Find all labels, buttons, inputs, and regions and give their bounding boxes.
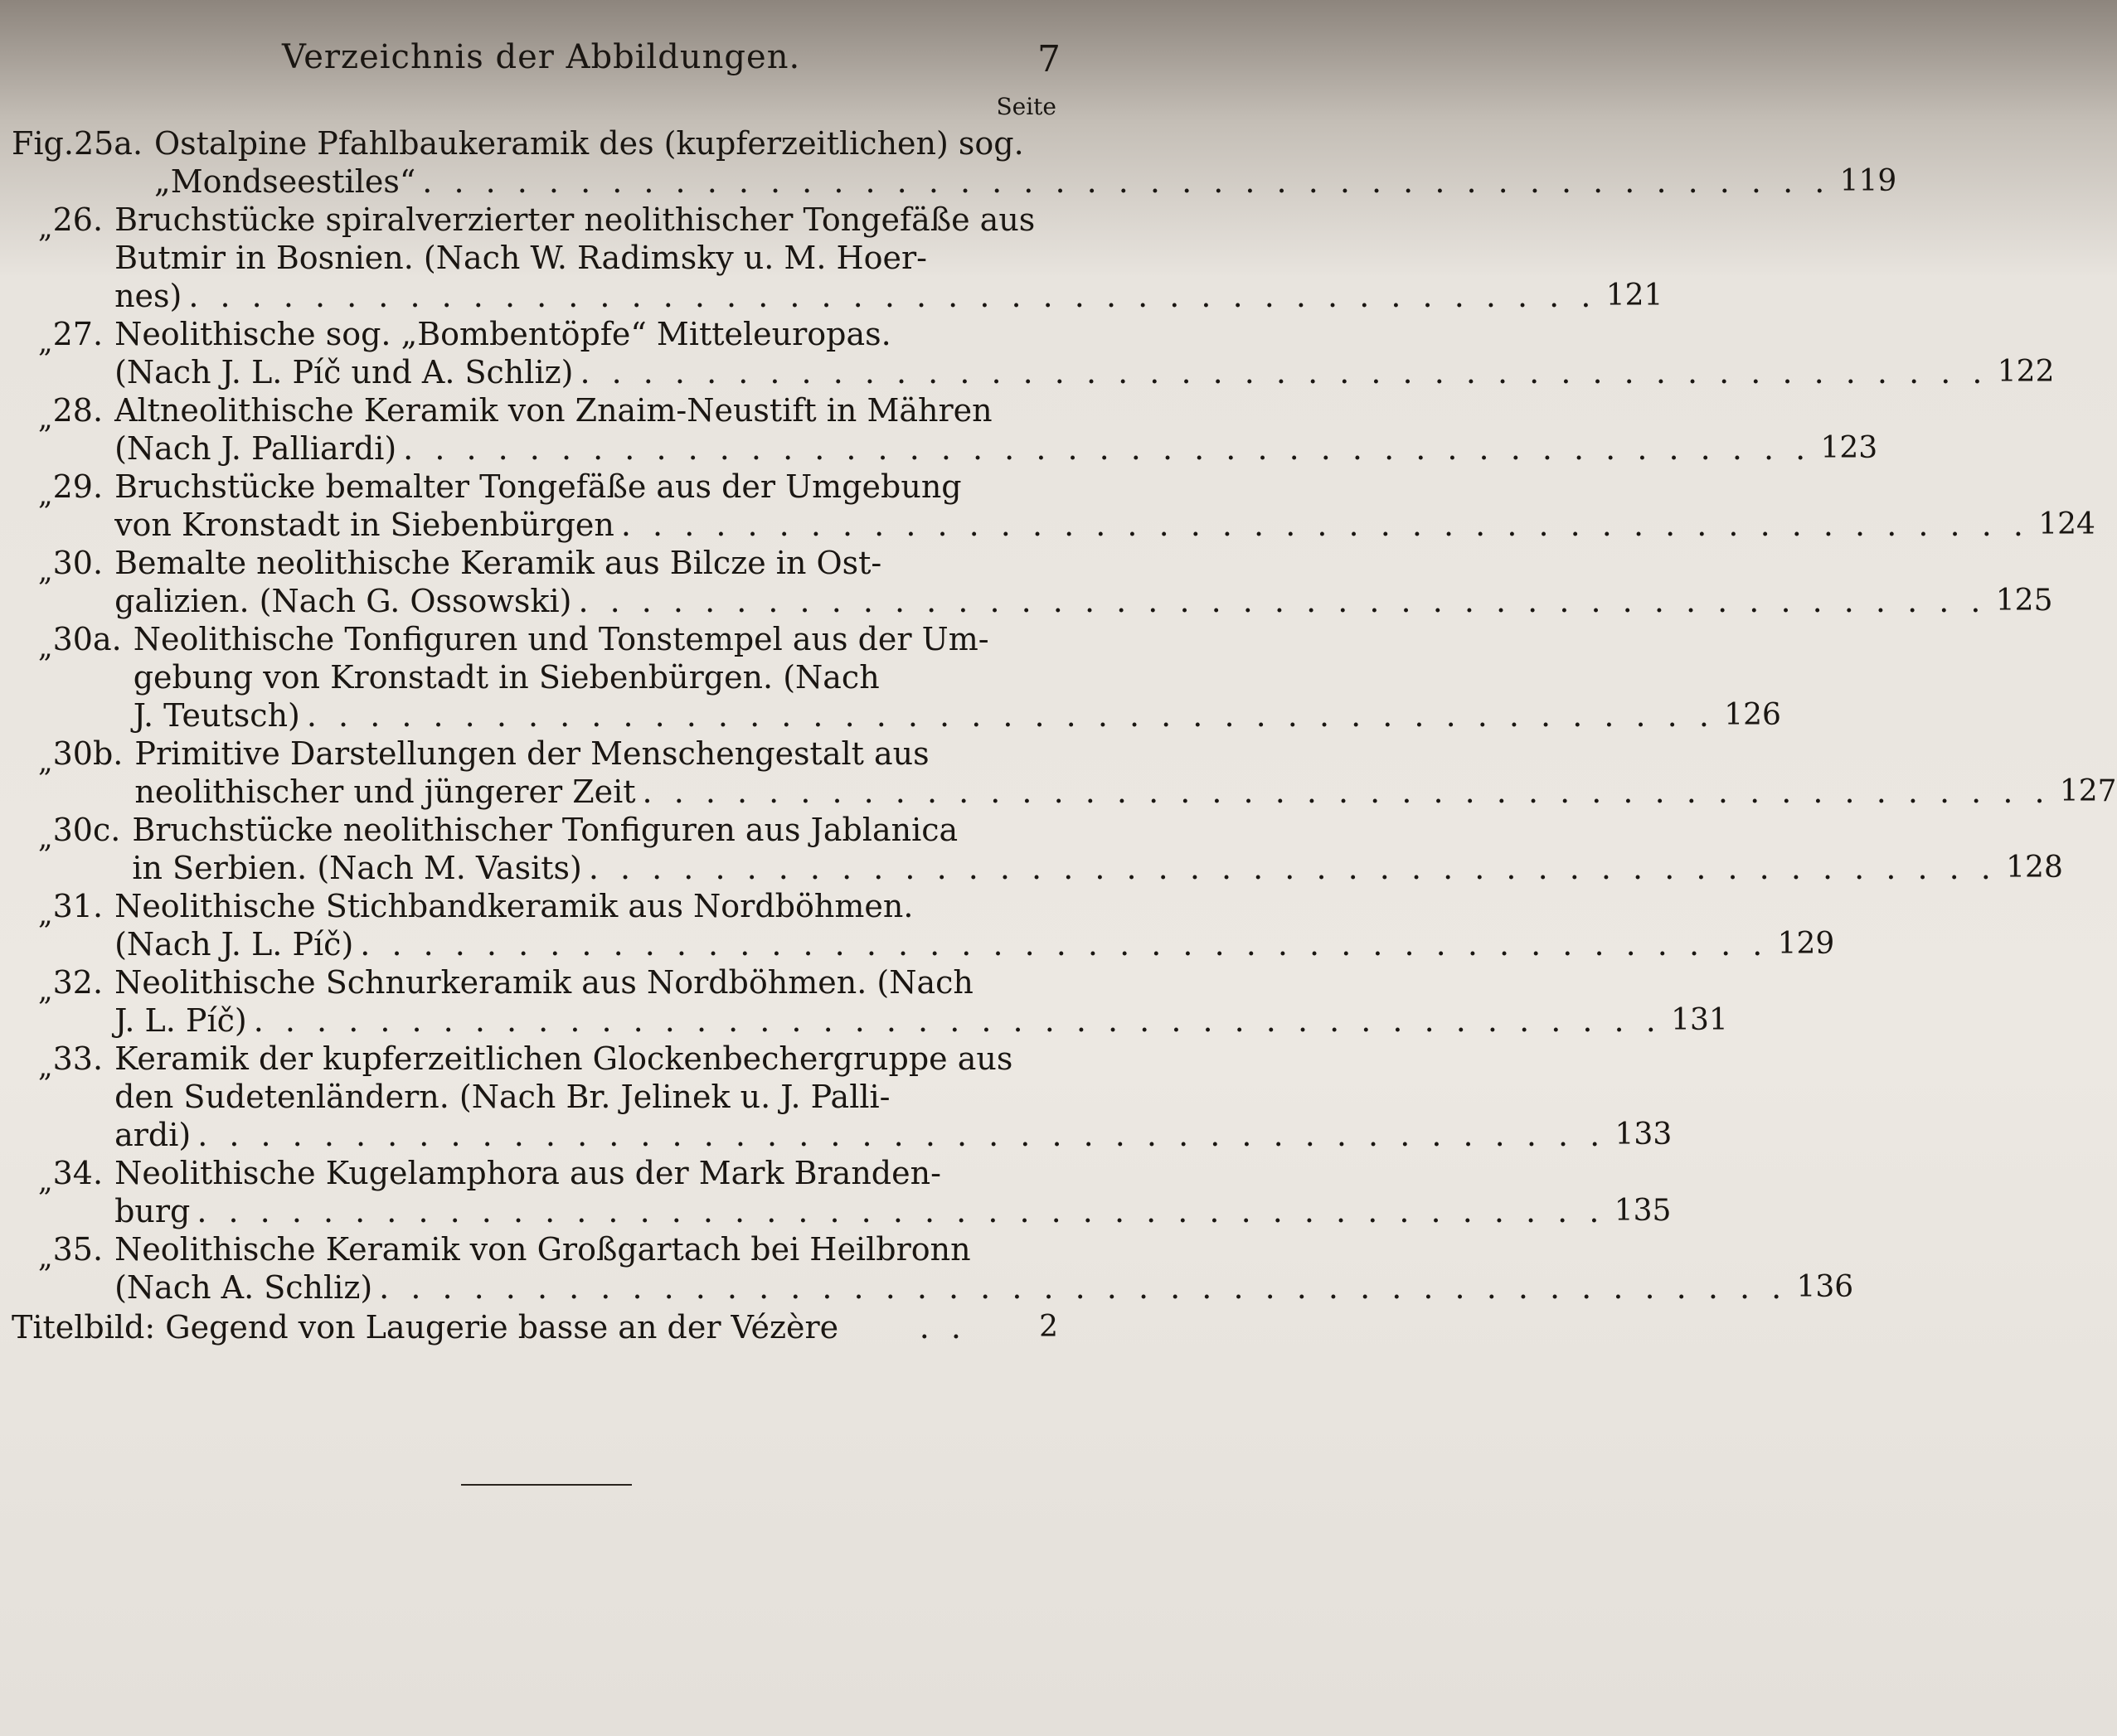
figure-number: 35. [52,1231,104,1268]
caption-text: in Serbien. (Nach M. Vasits) [132,850,582,886]
page-reference: 2 [1039,1310,1058,1344]
page-reference: 119 [1839,164,1897,198]
leader-dots [300,696,1715,735]
page-column-label: Seite [996,93,1056,120]
caption-line [134,658,1781,696]
page-reference: 125 [1995,584,2053,618]
figure-entry [12,315,2055,391]
page-reference: 121 [1605,279,1663,313]
page-reference: 127 [2059,774,2117,808]
ditto-mark: „ [38,555,53,588]
page-reference: 128 [2006,851,2063,885]
figure-entry [12,887,1835,963]
figure-caption [125,620,1781,735]
leader-dots [396,429,1811,468]
caption-line [134,773,2116,811]
caption-line [132,849,2063,887]
leader-dots [861,1308,992,1346]
caption-line [114,1268,1853,1307]
fig-prefix: Fig. [12,125,74,162]
figure-entry [12,735,2117,811]
figure-number: 30a. [52,621,122,657]
caption-text: von Kronstadt in Siebenbürgen [114,507,614,543]
caption-text: (Nach J. Palliardi) [114,430,397,467]
caption-line [114,277,1663,315]
caption-text: neolithischer und jüngerer Zeit [134,773,636,810]
caption-text: den Sudetenländern. (Nach Br. Jelinek u. J. Palli- [114,1079,891,1115]
caption-line [114,1230,1853,1268]
ditto-mark: „ [38,1241,53,1274]
figure-number: 26. [52,201,104,238]
caption-line [114,1154,1671,1192]
caption-text: Keramik der kupferzeitlichen Glockenbechergruppe aus [114,1040,1013,1077]
figure-caption [146,124,1896,201]
figure-caption [106,1230,1853,1307]
page-reference: 126 [1724,698,1781,732]
caption-text: „Mondseestiles“ [154,163,416,200]
caption-text: Neolithische sog. „Bombentöpfe“ Mitteleuropas. [114,316,891,352]
ditto-mark: „ [38,478,53,512]
ditto-mark: „ [38,974,53,1007]
figure-caption [106,887,1834,963]
titelbild-label: Titelbild: Gegend von Laugerie basse an der Vézère [12,1309,839,1346]
figure-entry [12,811,2063,887]
caption-text: Bruchstücke neolithischer Tonfiguren aus Jablanica [132,812,959,848]
page-reference: 124 [2038,507,2095,541]
caption-text: Neolithische Tonfiguren und Tonstempel aus der Um- [133,621,989,657]
leader-dots [582,849,1997,887]
page-reference: 136 [1796,1270,1854,1304]
ditto-mark: „ [38,631,53,664]
caption-line [154,162,1896,201]
leader-dots [191,1116,1605,1154]
leader-dots [571,582,1986,620]
ditto-mark: „ [38,402,53,435]
caption-text: Altneolithische Keramik von Znaim-Neustift in Mähren [114,392,993,429]
caption-text: (Nach J. L. Píč) [114,926,354,963]
caption-line [114,544,2052,582]
figure-caption [106,544,2052,620]
figure-number: 25a. [73,125,143,162]
caption-text: (Nach A. Schliz) [114,1269,373,1306]
ditto-mark: „ [38,898,53,931]
figure-number: 32. [52,964,104,1001]
caption-line [114,1078,1672,1116]
caption-text: Bruchstücke bemalter Tongefäße aus der Umgebung [114,468,962,505]
caption-text: galizien. (Nach G. Ossowski) [114,583,572,619]
caption-line [114,963,1728,1001]
caption-text: Neolithische Keramik von Großgartach bei Heilbronn [114,1231,971,1268]
caption-line [114,353,2054,391]
caption-line [114,1116,1672,1154]
caption-line [114,1040,1672,1078]
page-title: Verzeichnis der Abbildungen. [282,38,801,76]
page-number: 7 [1037,38,1061,80]
page-reference: 129 [1777,927,1835,961]
figure-caption [106,1040,1672,1154]
caption-line [114,468,2095,506]
leader-dots [573,353,1988,391]
figure-caption [106,468,2095,544]
figure-caption [126,735,2116,811]
caption-text: Bemalte neolithische Keramik aus Bilcze in Ost- [114,545,882,581]
figure-caption [106,315,2054,391]
page-reference: 123 [1820,431,1878,465]
leader-dots [415,162,1830,201]
figure-caption [124,811,2063,887]
figure-entry [12,1154,1672,1230]
caption-text: Butmir in Bosnien. (Nach W. Radimsky u. M. Hoer- [114,240,927,276]
figure-caption [106,391,1877,468]
figure-entry [12,963,1728,1040]
caption-text: J. L. Píč) [114,1002,247,1039]
caption-line [114,506,2095,544]
caption-text: J. Teutsch) [133,697,300,734]
figure-entry [12,620,1781,735]
caption-line [114,391,1877,429]
caption-line [134,735,2116,773]
figure-number: 30b. [52,735,124,772]
page-reference: 135 [1614,1194,1672,1228]
leader-dots [636,773,2051,811]
page-reference: 133 [1614,1118,1673,1152]
figure-number: 31. [52,888,104,924]
figure-entry [12,468,2095,544]
figure-list [12,124,2117,1346]
leader-dots [614,506,2029,544]
figure-entry [12,544,2053,620]
caption-line [114,315,2054,353]
leader-dots [182,277,1596,315]
figure-caption [106,1154,1671,1230]
figure-entry [12,391,1878,468]
caption-line [114,1192,1671,1230]
caption-text: Neolithische Schnurkeramik aus Nordböhmen. (Nach [114,964,974,1001]
caption-line [132,811,2063,849]
caption-text: Ostalpine Pfahlbaukeramik des (kupferzeitlichen) sog. [154,125,1024,162]
caption-text: gebung von Kronstadt in Siebenbürgen. (Nach [133,659,880,696]
caption-text: Bruchstücke spiralverzierter neolithischer Tongefäße aus [114,201,1036,238]
caption-line [134,696,1781,735]
ditto-mark: „ [38,326,53,359]
caption-text: Primitive Darstellungen der Menschengestalt aus [134,735,930,772]
caption-line [114,201,1663,239]
caption-line [114,925,1834,963]
page-reference: 122 [1997,355,2055,389]
caption-text: (Nach J. L. Píč und A. Schliz) [114,354,574,390]
figure-number: 30c. [52,812,121,848]
figure-entry [12,1230,1854,1307]
leader-dots [353,925,1768,963]
ditto-mark: „ [38,745,53,778]
caption-text: nes) [114,278,182,314]
caption-text: Neolithische Kugelamphora aus der Mark Branden- [114,1155,941,1191]
caption-line [154,124,1896,162]
ditto-mark: „ [38,822,53,855]
figure-entry [12,201,1663,315]
ditto-mark: „ [38,211,53,245]
caption-line [134,620,1781,658]
titelbild-entry [12,1308,1058,1346]
page-reference: 131 [1671,1003,1728,1037]
figure-caption [106,963,1728,1040]
figure-entry [12,124,1897,201]
figure-number: 33. [52,1040,104,1077]
figure-caption [106,201,1663,315]
leader-dots [190,1192,1605,1230]
figure-entry [12,1040,1673,1154]
caption-text: Neolithische Stichbandkeramik aus Nordböhmen. [114,888,914,924]
figure-number: 28. [52,392,104,429]
leader-dots [372,1268,1787,1307]
figure-number: 29. [52,468,104,505]
figure-number: 30. [52,545,104,581]
closing-rule [461,1484,632,1486]
figure-number: 27. [52,316,104,352]
caption-line [114,887,1834,925]
ditto-mark: „ [38,1050,53,1084]
leader-dots [247,1001,1662,1040]
caption-line [114,1001,1728,1040]
figure-number: 34. [52,1155,104,1191]
caption-text: ardi) [114,1117,192,1153]
caption-line [114,582,2052,620]
caption-text: burg [114,1193,191,1229]
caption-line [114,429,1877,468]
ditto-mark: „ [38,1165,53,1198]
caption-line [114,239,1663,277]
